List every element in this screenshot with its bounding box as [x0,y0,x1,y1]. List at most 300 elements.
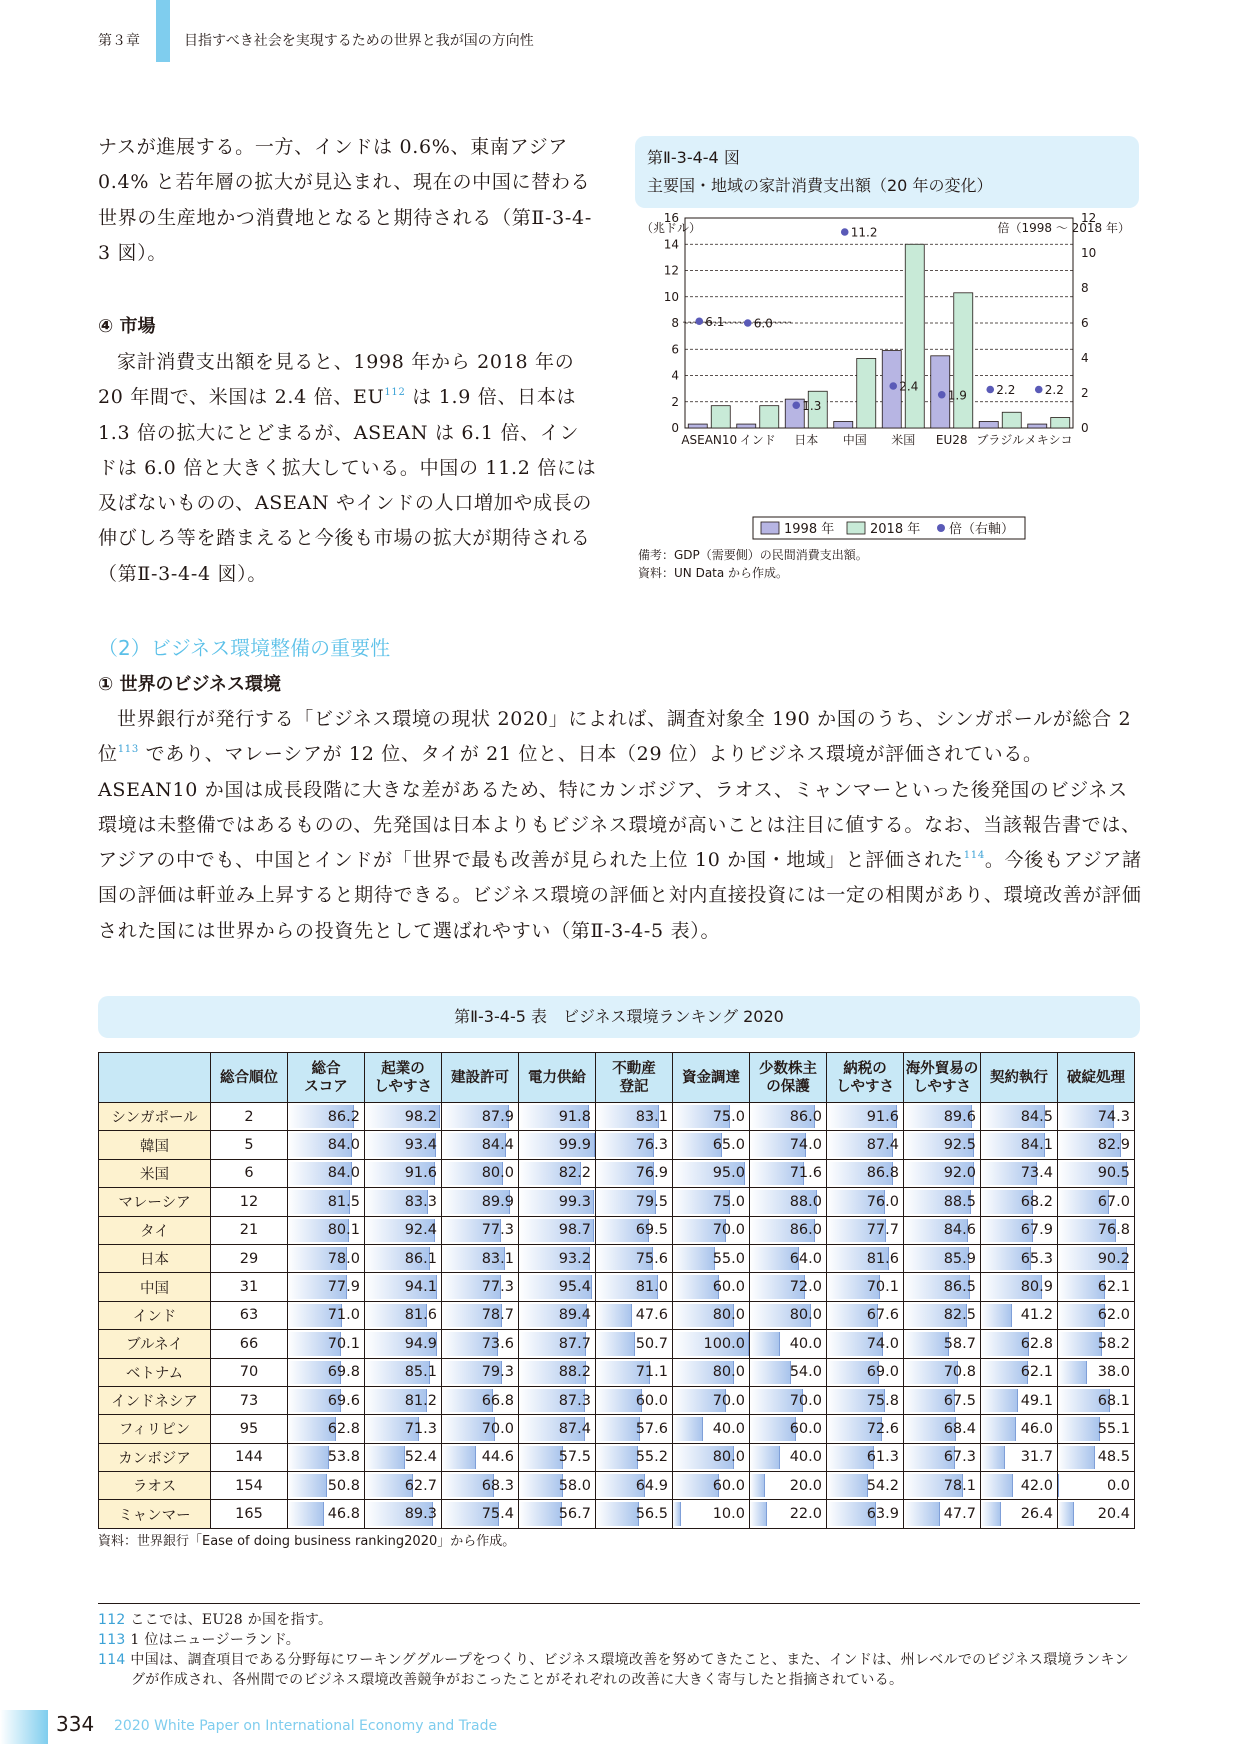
score-value: 95.4 [558,1279,591,1296]
category-label: ASEAN10 [681,433,738,447]
score-bar [1058,1502,1074,1525]
score-bar [1058,1332,1102,1355]
left-tick-label: 8 [671,316,679,330]
column-header: 建設許可 [442,1053,519,1103]
score-value: 56.5 [635,1506,668,1523]
score-bar [750,1361,791,1384]
score-bar [750,1474,765,1497]
bar-1998 [688,424,707,428]
table-source: 資料：世界銀行「Ease of doing business ranking2020」から作成。 [98,1534,516,1549]
score-bar [519,1446,563,1469]
score-bar [288,1446,329,1469]
score-bar [750,1502,767,1525]
ratio-point-label: 2.2 [1044,383,1064,397]
business-ranking-table [98,1052,1135,1529]
score-bar [288,1502,324,1525]
score-cell [288,1330,365,1358]
bar-2018 [1002,412,1021,428]
score-cell [981,1273,1058,1301]
score-value: 87.4 [866,1137,899,1154]
score-value: 46.8 [327,1506,360,1523]
rank-cell: 144 [211,1443,288,1471]
legend-label: 1998 年 [784,522,835,537]
score-value: 73.6 [481,1335,514,1352]
score-value: 61.3 [866,1449,899,1466]
score-value: 71.1 [635,1364,668,1381]
score-bar [519,1502,562,1525]
footnote-ref-112[interactable]: 112 [384,387,406,399]
score-value: 86.0 [789,1222,822,1239]
score-value: 60.0 [789,1420,822,1437]
footnote-number: 114 [98,1652,126,1668]
score-bar [1058,1474,1059,1497]
score-cell [904,1443,981,1471]
chapter-label: 第３章 [98,33,140,49]
table-row [99,1330,1135,1358]
score-value: 46.0 [1020,1420,1053,1437]
score-cell [1058,1330,1135,1358]
score-cell [442,1386,519,1414]
score-cell [981,1358,1058,1386]
score-cell [981,1131,1058,1159]
category-label: 米国 [891,433,916,447]
score-value: 87.4 [558,1420,591,1437]
score-value: 100.0 [703,1335,745,1352]
score-cell [365,1415,442,1443]
bar-2018 [1051,418,1070,429]
footnote-ref-113[interactable]: 113 [117,744,139,756]
left-tick-label: 0 [671,421,679,435]
score-value: 83.1 [481,1250,514,1267]
ratio-point-label: 6.1 [705,314,725,329]
score-cell [981,1216,1058,1244]
score-cell [519,1386,596,1414]
rank-cell: 63 [211,1301,288,1329]
business-text-2: であり、マレーシアが 12 位、タイが 21 位と、日本（29 位）よりビジネス環境が評価されている。ASEAN10 か国は成長段階に大きな差があるため、特にカンボジア、ラオス、ミャンマーといった後発国のビジネス環境は未整備ではあるものの、先発国は日本よりもビジネス環境が高いことは注目に値する。なお、当該報告書では、アジアの中でも、中国とインドが「世界で最も改善が見られた上位 10 か国・地域」と評価された [98,743,1141,872]
subheading-world-business-env: ① 世界のビジネス環境 [98,674,281,695]
score-value: 84.0 [327,1137,360,1154]
bar-2018 [857,358,876,428]
score-cell [519,1188,596,1216]
score-bar [596,1304,632,1327]
country-cell: タイ [99,1216,211,1244]
score-value: 52.4 [404,1449,437,1466]
column-header: 海外貿易の しやすさ [904,1053,981,1103]
score-cell [519,1443,596,1471]
score-cell [596,1244,673,1272]
country-cell: 韓国 [99,1131,211,1159]
score-value: 77.3 [481,1279,514,1296]
score-bar [1058,1361,1087,1384]
score-value: 68.4 [943,1420,976,1437]
score-cell [750,1301,827,1329]
table-row [99,1159,1135,1187]
score-cell [750,1330,827,1358]
score-value: 26.4 [1020,1506,1053,1523]
score-cell [1058,1273,1135,1301]
score-value: 77.7 [866,1222,899,1239]
score-cell [596,1386,673,1414]
country-cell: ベトナム [99,1358,211,1386]
rank-cell: 12 [211,1188,288,1216]
score-cell [365,1273,442,1301]
score-cell [750,1358,827,1386]
score-value: 75.8 [866,1392,899,1409]
business-text-1: 世界銀行が発行する「ビジネス環境の現状 2020」によれば、調査対象全 190 か国のうち、シンガポールが総合 2 位 [98,708,1132,766]
figure-source: 資料：UN Data から作成。 [638,566,789,580]
country-cell: ラオス [99,1472,211,1500]
score-cell [442,1330,519,1358]
score-cell [442,1415,519,1443]
score-cell [288,1244,365,1272]
table-row [99,1273,1135,1301]
table-row [99,1188,1135,1216]
chart-category-labels [681,432,1072,447]
score-value: 76.9 [635,1165,668,1182]
score-value: 98.7 [558,1222,591,1239]
score-bar [596,1417,640,1440]
score-cell [442,1500,519,1528]
score-bar [750,1332,780,1355]
score-bar [750,1446,780,1469]
score-cell [750,1216,827,1244]
score-cell [596,1330,673,1358]
table-row [99,1500,1135,1528]
score-value: 89.9 [481,1193,514,1210]
score-cell [365,1358,442,1386]
score-value: 77.9 [327,1279,360,1296]
score-value: 65.3 [1020,1250,1053,1267]
left-tick-label: 16 [663,212,679,225]
rank-cell: 6 [211,1159,288,1187]
score-cell [442,1358,519,1386]
country-cell: ミャンマー [99,1500,211,1528]
score-cell [519,1216,596,1244]
score-cell [673,1472,750,1500]
ratio-point-label: 1.3 [802,398,822,413]
right-tick-label: 8 [1081,281,1089,295]
score-cell [596,1301,673,1329]
bar-1998 [834,421,853,428]
column-header: 納税の しやすさ [827,1053,904,1103]
right-tick-label: 0 [1081,421,1089,435]
score-value: 73.4 [1020,1165,1053,1182]
score-cell [750,1386,827,1414]
score-cell [596,1131,673,1159]
score-cell [519,1159,596,1187]
table-row [99,1443,1135,1471]
score-bar [596,1389,642,1412]
table-row [99,1216,1135,1244]
footnote-112 [98,1610,332,1630]
score-cell [904,1330,981,1358]
score-bar [1058,1417,1100,1440]
score-bar [1058,1446,1095,1469]
score-bar [673,1502,681,1525]
score-cell [1058,1301,1135,1329]
score-value: 71.3 [404,1420,437,1437]
score-cell [288,1358,365,1386]
score-value: 75.0 [712,1193,745,1210]
bar-1998 [737,424,756,428]
score-value: 87.7 [558,1335,591,1352]
score-bar [519,1474,563,1497]
score-cell [288,1443,365,1471]
score-value: 68.1 [1097,1392,1130,1409]
score-value: 78.7 [481,1307,514,1324]
score-cell [827,1301,904,1329]
score-value: 89.6 [943,1108,976,1125]
score-cell [288,1386,365,1414]
score-value: 90.2 [1097,1250,1130,1267]
score-cell [673,1301,750,1329]
score-value: 82.9 [1097,1137,1130,1154]
rank-cell: 2 [211,1103,288,1131]
chart-ratio-points [695,226,1063,413]
score-value: 72.6 [866,1420,899,1437]
score-cell [904,1500,981,1528]
score-value: 74.0 [789,1137,822,1154]
score-value: 76.8 [1097,1222,1130,1239]
footnote-114 [98,1650,1140,1690]
score-value: 89.4 [558,1307,591,1324]
score-value: 62.7 [404,1477,437,1494]
score-cell [442,1103,519,1131]
score-value: 55.0 [712,1250,745,1267]
score-cell [596,1159,673,1187]
score-value: 70.0 [712,1222,745,1239]
score-value: 70.0 [789,1392,822,1409]
score-value: 93.2 [558,1250,591,1267]
score-cell [288,1159,365,1187]
rank-cell: 165 [211,1500,288,1528]
score-cell [904,1301,981,1329]
score-cell [442,1472,519,1500]
score-cell [365,1103,442,1131]
score-cell [519,1301,596,1329]
score-value: 79.3 [481,1364,514,1381]
score-cell [519,1244,596,1272]
score-bar [904,1502,940,1525]
score-cell [442,1273,519,1301]
score-value: 60.0 [635,1392,668,1409]
score-cell [904,1415,981,1443]
score-cell [1058,1472,1135,1500]
score-cell [288,1273,365,1301]
score-value: 86.2 [327,1108,360,1125]
score-bar [981,1389,1018,1412]
score-value: 70.1 [866,1279,899,1296]
score-value: 91.6 [866,1108,899,1125]
table-row [99,1415,1135,1443]
country-cell: インド [99,1301,211,1329]
score-value: 87.3 [558,1392,591,1409]
ratio-point [1035,386,1043,394]
left-axis-unit: （兆ドル） [641,221,702,235]
score-cell [827,1273,904,1301]
footnote-text: ここでは、EU28 か国を指す。 [130,1612,333,1628]
score-value: 86.0 [789,1108,822,1125]
score-value: 40.0 [789,1449,822,1466]
score-value: 70.8 [943,1364,976,1381]
score-value: 64.9 [635,1477,668,1494]
score-cell [827,1415,904,1443]
score-cell [519,1415,596,1443]
score-cell [1058,1358,1135,1386]
score-value: 87.9 [481,1108,514,1125]
category-label: メキシコ [1024,433,1073,447]
rank-cell: 5 [211,1131,288,1159]
score-cell [904,1131,981,1159]
score-cell [1058,1103,1135,1131]
ratio-point-label: 1.9 [947,388,967,403]
score-cell [1058,1131,1135,1159]
score-value: 38.0 [1097,1364,1130,1381]
category-label: EU28 [935,433,968,447]
score-value: 86.8 [866,1165,899,1182]
score-value: 22.0 [789,1506,822,1523]
header-country-blank [99,1053,211,1103]
score-value: 89.3 [404,1506,437,1523]
right-tick-label: 2 [1081,386,1089,400]
score-value: 94.9 [404,1335,437,1352]
chart-legend [761,521,1014,537]
score-value: 80.1 [327,1222,360,1239]
score-cell [442,1131,519,1159]
score-value: 67.0 [1097,1193,1130,1210]
market-text-1: 家計消費支出額を見ると、1998 年から 2018 年の 20 年間で、米国は 2.4 倍、EU [98,351,575,409]
ratio-point-label: 2.2 [996,383,1016,397]
left-tick-label: 2 [671,394,679,409]
footnote-ref-114[interactable]: 114 [963,850,985,862]
score-value: 31.7 [1020,1449,1053,1466]
score-cell [981,1443,1058,1471]
score-cell [673,1415,750,1443]
score-value: 69.5 [635,1222,668,1239]
score-cell [981,1188,1058,1216]
score-value: 58.0 [558,1477,591,1494]
score-value: 84.0 [327,1165,360,1182]
ratio-point-label: 2.4 [899,379,919,394]
left-axis-ticks [664,212,679,435]
table-row [99,1103,1135,1131]
score-value: 81.0 [635,1279,668,1296]
score-value: 81.6 [404,1307,437,1324]
table-row [99,1131,1135,1159]
table-header-row [99,1053,1135,1103]
score-bar [981,1304,1012,1327]
country-cell: 中国 [99,1273,211,1301]
table-body [99,1103,1135,1529]
score-value: 69.6 [327,1392,360,1409]
score-value: 47.6 [635,1307,668,1324]
page-header [0,0,1241,82]
score-value: 78.1 [943,1477,976,1494]
score-value: 82.5 [943,1307,976,1324]
score-cell [365,1188,442,1216]
score-cell [1058,1500,1135,1528]
score-cell [673,1188,750,1216]
score-value: 54.2 [866,1477,899,1494]
right-tick-label: 12 [1081,212,1097,225]
score-value: 55.2 [635,1449,668,1466]
score-cell [673,1216,750,1244]
score-value: 40.0 [712,1420,745,1437]
score-cell [365,1216,442,1244]
score-value: 42.0 [1020,1477,1053,1494]
score-cell [673,1273,750,1301]
score-cell [365,1131,442,1159]
score-value: 44.6 [481,1449,514,1466]
section-heading-market: ④ 市場 [98,316,156,337]
publication-title: 2020 White Paper on International Economy and Trade [114,1718,498,1734]
country-cell: シンガポール [99,1103,211,1131]
score-value: 74.3 [1097,1108,1130,1125]
score-cell [596,1358,673,1386]
score-cell [1058,1386,1135,1414]
score-cell [827,1472,904,1500]
footnote-number: 113 [98,1632,126,1648]
left-tick-label: 10 [663,289,679,304]
score-bar [673,1474,719,1497]
score-value: 92.5 [943,1137,976,1154]
score-cell [519,1131,596,1159]
intro-paragraph: ナスが進展する。一方、インドは 0.6%、東南アジア 0.4% と若年層の拡大が見込まれ、現在の中国に替わる世界の生産地かつ消費地となると期待される（第Ⅱ-3-4-3 図）。 [98,136,592,264]
score-cell [827,1244,904,1272]
score-cell [288,1103,365,1131]
score-cell [288,1216,365,1244]
figure-number: 第Ⅱ-3-4-4 図 [647,148,740,167]
score-cell [1058,1159,1135,1187]
score-value: 94.1 [404,1279,437,1296]
score-cell [1058,1216,1135,1244]
score-cell [904,1386,981,1414]
score-value: 65.0 [712,1137,745,1154]
score-cell [750,1244,827,1272]
category-label: 日本 [794,433,819,447]
score-cell [750,1415,827,1443]
right-tick-label: 10 [1081,246,1097,260]
household-consumption-chart [635,212,1140,542]
score-value: 48.5 [1097,1449,1130,1466]
legend-label: 2018 年 [870,522,921,537]
market-paragraph [98,345,598,592]
score-cell [442,1188,519,1216]
score-value: 86.5 [943,1279,976,1296]
table-row [99,1358,1135,1386]
score-cell [750,1472,827,1500]
score-value: 88.5 [943,1193,976,1210]
score-value: 54.0 [789,1364,822,1381]
rank-cell: 66 [211,1330,288,1358]
score-cell [1058,1188,1135,1216]
country-cell: ブルネイ [99,1330,211,1358]
score-value: 88.2 [558,1364,591,1381]
column-header: 破綻処理 [1058,1053,1135,1103]
score-value: 99.3 [558,1193,591,1210]
score-value: 81.2 [404,1392,437,1409]
ratio-point-label: 6.0 [753,316,773,331]
score-value: 47.7 [943,1506,976,1523]
section-heading-business-env: （2）ビジネス環境整備の重要性 [98,636,391,660]
score-bar [981,1417,1016,1440]
footnote-number: 112 [98,1612,126,1628]
score-value: 92.0 [943,1165,976,1182]
right-tick-label: 6 [1081,316,1089,330]
score-cell [442,1159,519,1187]
score-cell [519,1500,596,1528]
score-cell [750,1159,827,1187]
